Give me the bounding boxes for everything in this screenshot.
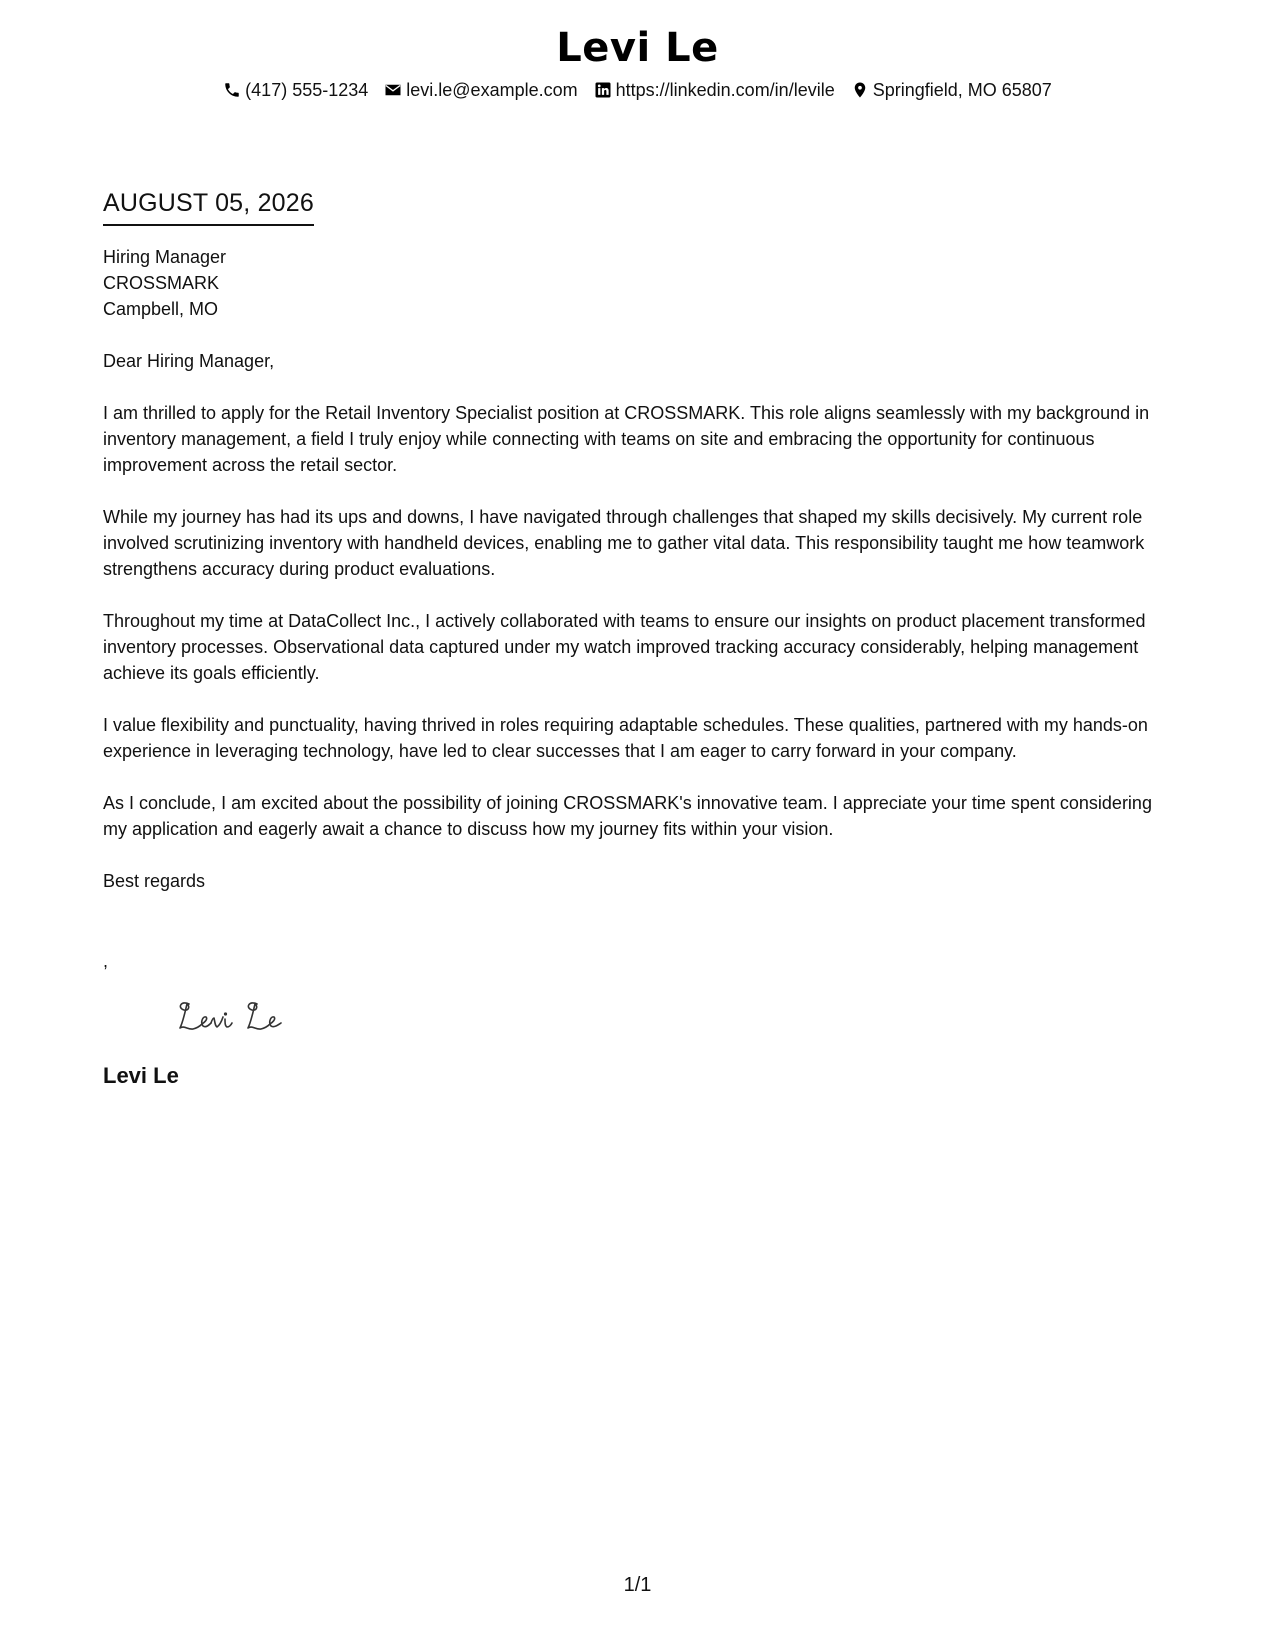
contact-linkedin	[594, 78, 835, 102]
closing: Best regards	[103, 871, 206, 891]
linkedin-url: https://linkedin.com/in/levile	[615, 80, 835, 100]
recipient-title: Hiring Manager	[103, 247, 227, 267]
applicant-name: Levi Le	[556, 25, 719, 71]
contact-info	[0, 78, 1275, 102]
phone-number: (417) 555-1234	[245, 80, 369, 100]
contact-email	[384, 78, 577, 102]
letter-body	[103, 186, 1175, 1090]
body-paragraph: I am thrilled to apply for the Retail Inventory Specialist position at CROSSMARK. This role aligns seamlessly with my background in inventory management, a field I truly enjoy while connecting with teams on site and embracing the opportunity for continuous improvement across the retail sector.	[103, 403, 1150, 475]
recipient-company: CROSSMARK	[103, 273, 220, 293]
recipient-location: Campbell, MO	[103, 299, 219, 319]
location-text: Springfield, MO 65807	[872, 80, 1052, 100]
contact-phone	[223, 78, 368, 102]
body-paragraph: I value flexibility and punctuality, having thrived in roles requiring adaptable schedules. These qualities, partnered with my hands-on experience in leveraging technology, have led to clear successes that I am eager to carry forward in your company.	[103, 715, 1148, 761]
contact-location	[851, 78, 1052, 102]
location-pin-icon	[851, 81, 869, 99]
body-paragraph: While my journey has had its ups and downs, I have navigated through challenges that shaped my skills decisively. My current role involved scrutinizing inventory with handheld devices, enabling me to gather vital data. This responsibility taught me how teamwork strengthens accuracy during product evaluations.	[103, 507, 1145, 579]
recipient-block	[103, 244, 1175, 322]
phone-icon	[223, 81, 241, 99]
email-address: levi.le@example.com	[406, 80, 578, 100]
body-paragraph: As I conclude, I am excited about the possibility of joining CROSSMARK's innovative team. I appreciate your time spent considering my application and eagerly await a chance to discuss how my journey fits within your vision.	[103, 793, 1152, 839]
envelope-icon	[384, 81, 402, 99]
salutation: Dear Hiring Manager,	[103, 351, 275, 371]
closing-comma: ,	[103, 951, 109, 971]
letterhead	[0, 22, 1275, 102]
letter-date: AUGUST 05, 2026	[103, 186, 314, 226]
page-number: 1/1	[623, 1574, 652, 1596]
linkedin-icon	[594, 81, 612, 99]
signer-name: Levi Le	[103, 1063, 179, 1088]
handwritten-signature	[175, 992, 295, 1040]
body-paragraph: Throughout my time at DataCollect Inc., I actively collaborated with teams to ensure our insights on product placement transformed inventory processes. Observational data captured under my watch improved tracking accuracy considerably, helping management achieve its goals efficiently.	[103, 611, 1146, 683]
